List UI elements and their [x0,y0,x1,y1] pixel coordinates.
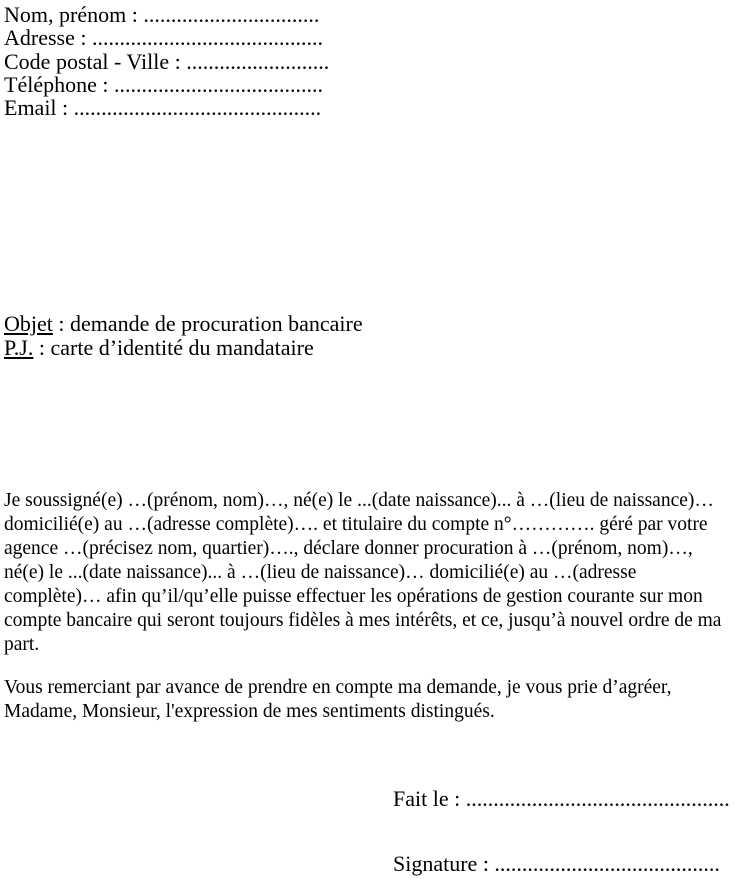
sender-line-phone: Téléphone : ...................................... [4,71,323,97]
body-line: domicilié(e) au …(adresse complète)…. et titulaire du compte n°…………. géré par votre [4,514,708,535]
sender-line-email: Email : ............................................. [4,95,322,121]
sender-line-address: Adresse : .......................................... [4,25,323,51]
sender-line-name: Nom, prénom : ................................ [4,2,320,27]
body-line: agence …(précisez nom, quartier)…., déclare donner procuration à …(prénom, nom)…, [4,538,693,559]
closing-line: Madame, Monsieur, l'expression de mes sentiments distingués. [4,701,495,722]
body-line: né(e) le ...(date naissance)... à …(lieu de naissance)… domicilié(e) au …(adresse [4,562,637,583]
sender-block [4,3,329,119]
pj-line [4,336,363,360]
body-line: compte bancaire qui seront toujours fidèles à mes intérêts, et ce, jusqu’à nouvel ordre de ma [4,610,722,631]
body-paragraph [4,489,721,657]
date-line: Fait le : ................................................ [393,786,730,811]
closing-paragraph [4,676,672,724]
subject-block [4,312,363,360]
objet-line [4,312,363,336]
body-line: part. [4,634,40,655]
sender-line-postal-city: Code postal - Ville : .......................... [4,48,330,74]
closing-line: Vous remerciant par avance de prendre en compte ma demande, je vous prie d’agréer, [4,677,672,698]
signature-line: Signature : ......................................... [393,851,720,876]
body-line: Je soussigné(e) …(prénom, nom)…, né(e) le ...(date naissance)... à …(lieu de naissance)… [4,490,714,511]
pj-label: P.J. [4,335,34,360]
objet-text: : demande de procuration bancaire [52,311,363,336]
objet-label: Objet [4,311,53,336]
pj-text: : carte d’identité du mandataire [33,335,314,360]
body-line: complète)… afin qu’il/qu’elle puisse effectuer les opérations de gestion courante sur mon [4,586,703,607]
